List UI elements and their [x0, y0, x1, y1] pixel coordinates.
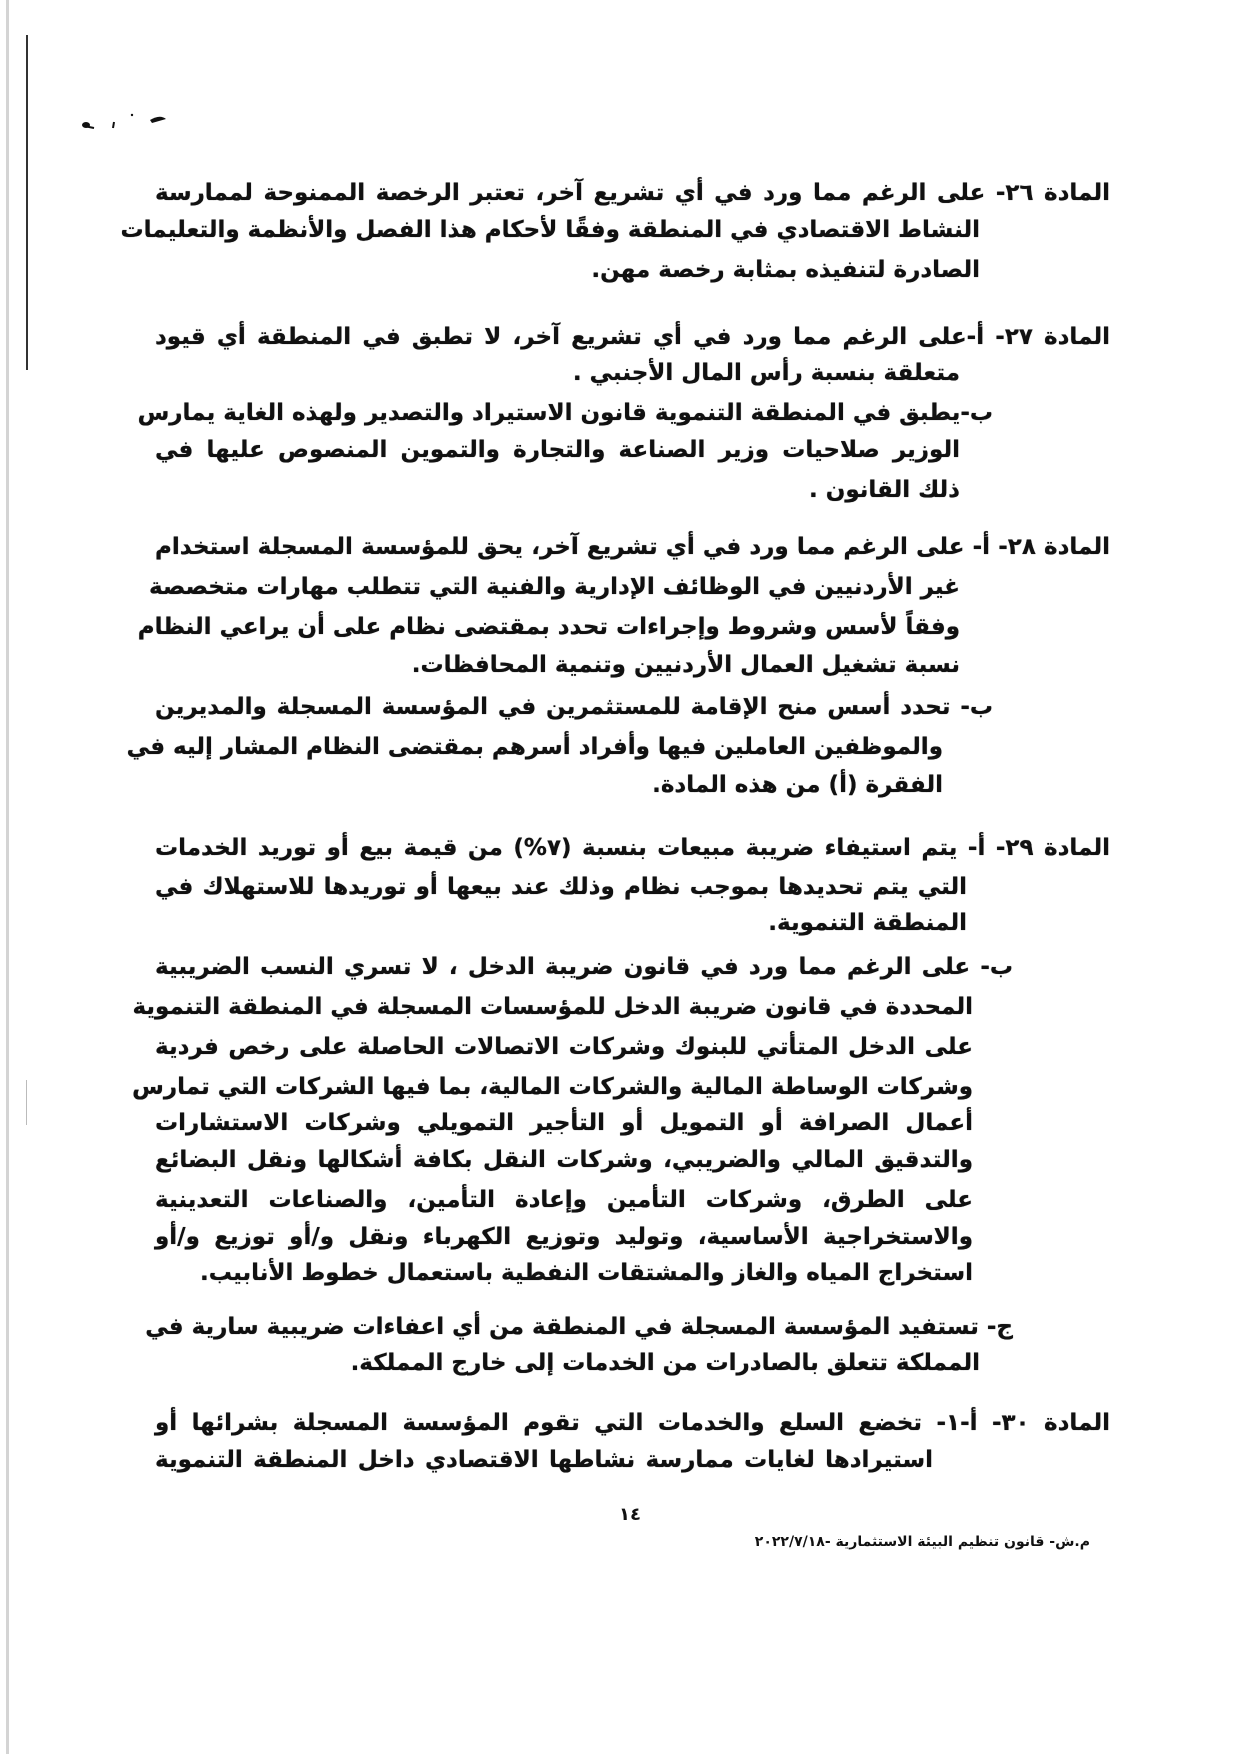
text-line: متعلقة بنسبة رأس المال الأجنبي .: [572, 360, 960, 386]
text-line: غير الأردنيين في الوظائف الإدارية والفنية التي تتطلب مهارات متخصصة: [149, 574, 960, 600]
text-line: ذلك القانون .: [808, 477, 960, 503]
text-line: الفقرة (أ) من هذه المادة.: [652, 772, 943, 798]
text-line: المادة ٢٩- أ- يتم استيفاء ضريبة مبيعات بنسبة (٧%) من قيمة بيع أو توريد الخدمات: [155, 835, 1110, 861]
text-line: والاستخراجية الأساسية، وتوليد وتوزيع الكهرباء ونقل و/أو توزيع و/أو: [155, 1224, 973, 1250]
text-line: الصادرة لتنفيذه بمثابة رخصة مهن.: [591, 257, 980, 283]
text-line: الوزير صلاحيات وزير الصناعة والتجارة والتموين المنصوص عليها في: [155, 437, 960, 463]
text-line: المملكة تتعلق بالصادرات من الخدمات إلى خارج المملكة.: [350, 1350, 980, 1376]
text-line: المادة ٢٨- أ- على الرغم مما ورد في أي تشريع آخر، يحق للمؤسسة المسجلة استخدام: [155, 534, 1110, 560]
text-line: على الطرق، وشركات التأمين وإعادة التأمين، والصناعات التعدينية: [155, 1187, 973, 1213]
page-footer: م.ش- قانون تنظيم البيئة الاستثمارية -٢٠٢٢/٧/١٨: [754, 1534, 1090, 1550]
text-line: ب- تحدد أسس منح الإقامة للمستثمرين في المؤسسة المسجلة والمديرين: [155, 694, 993, 720]
text-line: استخراج المياه والغاز والمشتقات النفطية باستعمال خطوط الأنابيب.: [200, 1260, 973, 1286]
text-line: والموظفين العاملين فيها وأفراد أسرهم بمقتضى النظام المشار إليه في: [126, 734, 943, 760]
text-line: استيرادها لغايات ممارسة نشاطها الاقتصادي داخل المنطقة التنموية: [155, 1447, 933, 1473]
text-line: ج- تستفيد المؤسسة المسجلة في المنطقة من أي اعفاءات ضريبية سارية في: [145, 1314, 1013, 1340]
text-line: والتدقيق المالي والضريبي، وشركات النقل بكافة أشكالها ونقل البضائع: [155, 1147, 973, 1173]
text-line: المادة ٢٧- أ-على الرغم مما ورد في أي تشريع آخر، لا تطبق في المنطقة أي قيود: [155, 324, 1111, 350]
text-line: المحددة في قانون ضريبة الدخل للمؤسسات المسجلة في المنطقة التنموية: [132, 994, 973, 1020]
handwritten-mark: [80, 108, 170, 138]
text-line: أعمال الصرافة أو التمويل أو التأجير التمويلي وشركات الاستشارات: [155, 1110, 973, 1136]
text-line: المنطقة التنموية.: [768, 910, 967, 936]
margin-line: [26, 35, 28, 370]
text-line: المادة ٢٦- على الرغم مما ورد في أي تشريع آخر، تعتبر الرخصة الممنوحة لممارسة: [155, 180, 1110, 206]
text-line: نسبة تشغيل العمال الأردنيين وتنمية المحافظات.: [411, 652, 960, 678]
text-line: على الدخل المتأتي للبنوك وشركات الاتصالات الحاصلة على رخص فردية: [155, 1034, 973, 1060]
text-line: وفقاً لأسس وشروط وإجراءات تحدد بمقتضى نظام على أن يراعي النظام: [137, 614, 960, 640]
text-line: النشاط الاقتصادي في المنطقة وفقًا لأحكام هذا الفصل والأنظمة والتعليمات: [120, 217, 980, 243]
scan-edge: [6, 0, 9, 1754]
margin-line-fragment: [26, 1080, 27, 1125]
text-line: التي يتم تحديدها بموجب نظام وذلك عند بيعها أو توريدها للاستهلاك في: [155, 874, 967, 900]
page-number: ١٤: [619, 1504, 641, 1525]
text-line: ب- على الرغم مما ورد في قانون ضريبة الدخل ، لا تسري النسب الضريبية: [155, 954, 1013, 980]
text-line: المادة ٣٠- أ-١- تخضع السلع والخدمات التي تقوم المؤسسة المسجلة بشرائها أو: [155, 1410, 1111, 1436]
text-line: وشركات الوساطة المالية والشركات المالية، بما فيها الشركات التي تمارس: [132, 1074, 973, 1100]
text-line: ب-يطبق في المنطقة التنموية قانون الاستيراد والتصدير ولهذه الغاية يمارس: [137, 400, 993, 426]
